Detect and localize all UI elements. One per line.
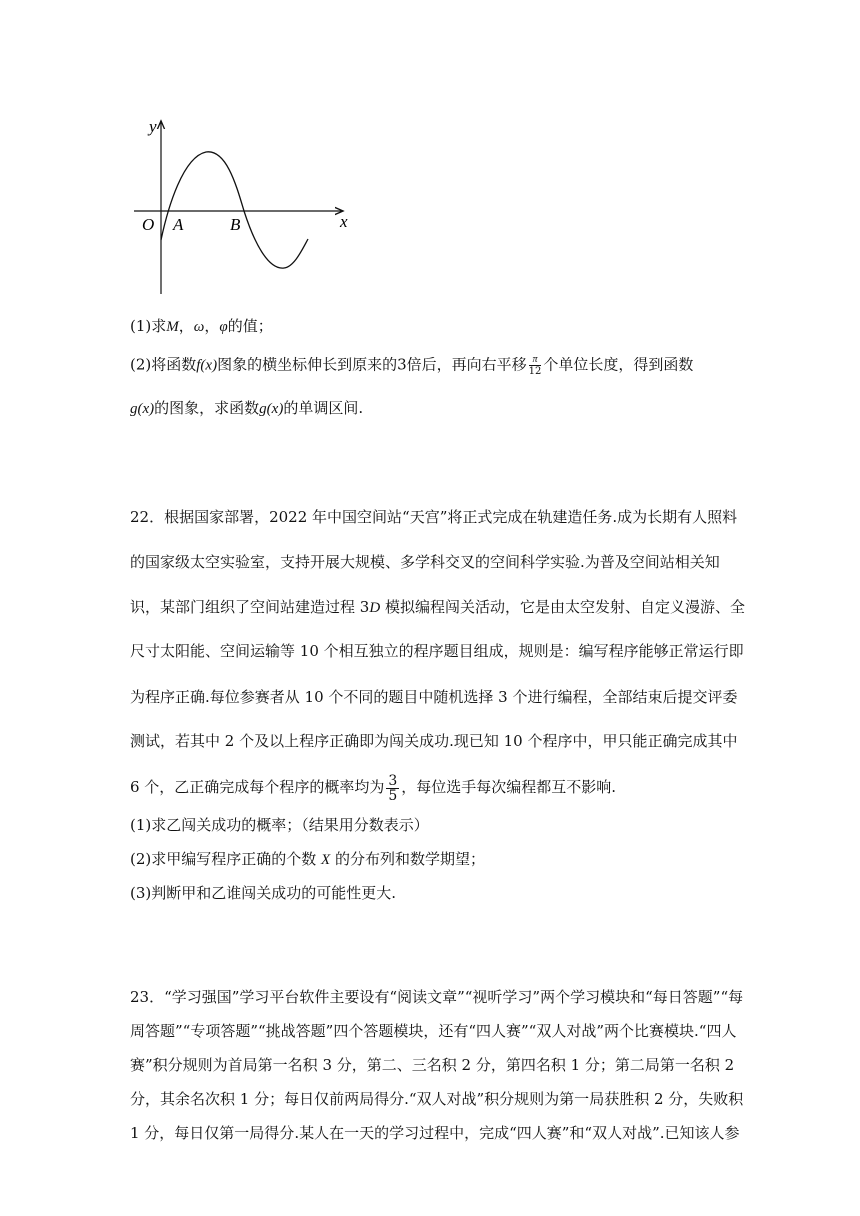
q22-line1: 22．根据国家部署，2022 年中国空间站“天宫”将正式完成在轨建造任务.成为长期有人照料	[130, 508, 738, 526]
three-fifths-fraction	[386, 774, 399, 803]
q23-line5: 1 分，每日仅第一局得分.某人在一天的学习过程中，完成“四人赛”和“双人对战”.已知该人参	[130, 1124, 740, 1142]
q21-part1-prefix: (1)求	[130, 317, 167, 335]
point-a-label: A	[173, 215, 184, 234]
func-g: g	[130, 401, 138, 417]
q21-part2-line2	[130, 398, 363, 419]
q21-part2-end: 个单位长度，得到函数	[543, 355, 694, 374]
sep: ，	[178, 317, 194, 335]
q22-part2a: (2)求甲编写程序正确的个数	[130, 850, 322, 868]
q21-part1-suffix: 的值；	[227, 317, 273, 335]
sep: ，	[204, 317, 220, 335]
fraction-numerator: π	[529, 354, 542, 366]
q21-part2-mid2: 的图象，求函数	[154, 399, 260, 417]
q21-part2-end2: 的单调区间.	[283, 399, 364, 417]
q21-part2-mid: 图象的横坐标伸长到原来的3倍后，再向右平移	[217, 355, 527, 374]
q22-line7a: 6 个，乙正确完成每个程序的概率均为	[130, 778, 385, 796]
q21-part1	[130, 316, 273, 337]
q21-part2-prefix: (2)将函数	[130, 355, 197, 374]
sine-curve	[161, 152, 308, 268]
q22-part2	[130, 849, 485, 870]
q23-line4: 分，其余名次积 1 分；每日仅前两局得分.“双人对战”积分规则为第一局获胜积 2 分，失败积	[130, 1090, 744, 1108]
func-arg: (x)	[266, 401, 284, 417]
func-arg: (x)	[200, 357, 218, 374]
q23-line2: 周答题”“专项答题”“挑战答题”四个答题模块，还有“四人赛”“双人对战”两个比赛模块.“四人	[130, 1022, 737, 1040]
fraction-numerator: 3	[388, 772, 398, 789]
point-b-label: B	[230, 215, 241, 234]
func-arg: (x)	[137, 401, 155, 417]
q23-line1: 23．“学习强国”学习平台软件主要设有“阅读文章”“视听学习”两个学习模块和“每日答题”“每	[130, 988, 744, 1006]
q22-part1: (1)求乙闯关成功的概率；（结果用分数表示）	[130, 816, 429, 834]
q22-line2: 的国家级太空实验室，支持开展大规模、多学科交叉的空间科学实验.为普及空间站相关知	[130, 553, 720, 571]
y-axis-label: y	[149, 117, 157, 136]
fraction-denominator: 12	[528, 366, 542, 377]
q22-part2b: 的分布列和数学期望；	[330, 850, 485, 868]
var-m: M	[166, 319, 179, 335]
q22-line3	[130, 597, 745, 618]
q22-line6: 测试，若其中 2 个及以上程序正确即为闯关成功.现已知 10 个程序中，甲只能正确完成其中	[130, 732, 738, 750]
q22-line5: 为程序正确.每位参赛者从 10 个不同的题目中随机选择 3 个进行编程，全部结束后提交评委	[130, 688, 738, 706]
q22-line3b: 模拟编程闯关活动，它是由太空发射、自定义漫游、全	[380, 598, 745, 616]
q23-line3: 赛”积分规则为首局第一名积 3 分，第二、三名积 2 分，第四名积 1 分；第二局第一名积 2	[130, 1056, 735, 1074]
q22-part3: (3)判断甲和乙谁闯关成功的可能性更大.	[130, 884, 397, 902]
func-f: f	[196, 357, 201, 374]
origin-label: O	[142, 215, 155, 234]
q21-part2-line1	[130, 354, 693, 377]
q22-line7b: ，每位选手每次编程都互不影响.	[401, 778, 617, 796]
pi-over-12-fraction	[529, 354, 542, 377]
q22-line7	[130, 767, 616, 807]
q22-line3a: 识，某部门组织了空间站建造过程 3	[130, 598, 370, 616]
var-omega: ω	[193, 319, 205, 335]
func-g: g	[259, 401, 267, 417]
q22-line4: 尺寸太阳能、空间运输等 10 个相互独立的程序题目组成，规则是：编写程序能够正常运行即	[130, 642, 744, 660]
var-d: D	[369, 600, 381, 616]
fraction-denominator: 5	[388, 787, 398, 804]
var-x: X	[321, 852, 331, 868]
x-axis-label: x	[340, 212, 348, 231]
var-phi: φ	[219, 319, 228, 335]
sine-graph	[128, 112, 364, 302]
